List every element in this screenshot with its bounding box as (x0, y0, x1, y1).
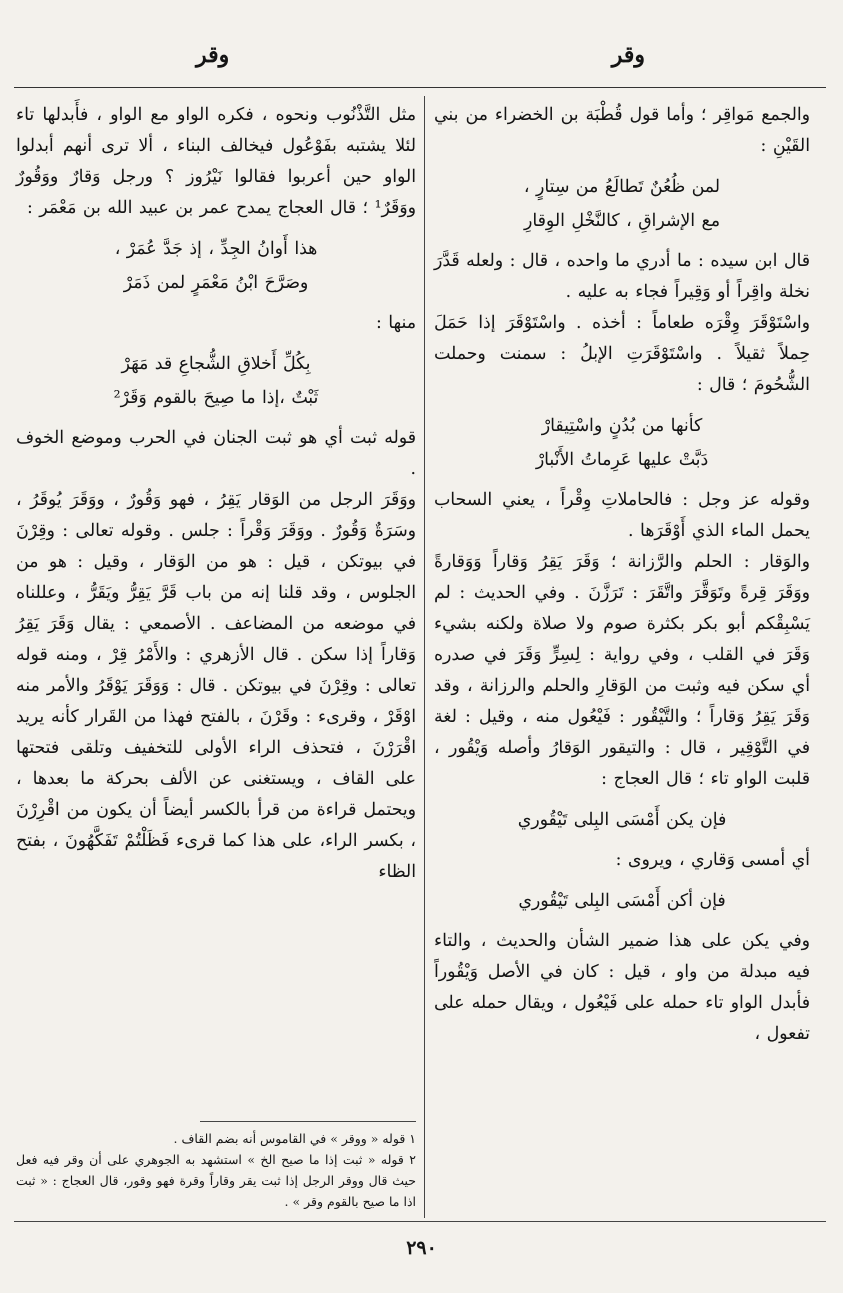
verse-line: دَبَّتْ عليها عَرِماتُ الأَنْبارْ (535, 450, 709, 470)
verse-line: مع الإشراقِ ، كالنَّخْلِ الوِقارِ (524, 211, 720, 231)
verse (434, 170, 810, 238)
verse-line: هذا أَوانُ الجِدِّ ، إذ جَدَّ عُمَرْ ، (114, 239, 318, 259)
paragraph: قوله ثبت أي هو ثبت الجنان في الحرب وموضع الخوف . (16, 428, 416, 479)
paragraph: ووَقَرَ الرجل من الوَقار يَقِرُ ، فهو وَقُورٌ ، ووَقَرَ يُوقَرُ ، وسَرَةٌ وَقُورٌ . ووَقَرَ وَقْراً : جلس . وقوله تعالى : وقِرْنَ في بيوتكن ، قيل : هو من الوَقار ، وقيل : هو من الجلوس ، وقد قلنا إنه من باب قَرَّ يَقِرُّ ويَقَرُّ ، وعللناه في موضعه من المضاعف . الأصمعي : يقال وَقَرَ يَقِرُ وَقاراً إذا سكن . قال الأزهري : والأَمْرُ قِرْ ، ومنه قوله تعالى : وقِرْنَ في بيوتكن . قال : وَوَقَرَ يَوْقَرُ والأمر منه اوْقَرْ ، وقرىء : وقَرْنَ ، بالفتح فهذا من القَرار كأنه يريد اقْرَرْنَ ، فتحذف الراء الأولى للتخفيف وتلقى فتحتها على القاف ، ويستغنى عن الألف بحركة ما بعدها ، ويحتمل قراءة من قرأ بالكسر أيضاً أن يكون من اقْرِرْنَ ، بكسر الراء، على هذا كما قرىء فَظَلْتُمْ تَفَكَّهُونَ ، بفتح الظاء (16, 490, 416, 882)
footnotes (16, 1128, 416, 1212)
verse (434, 409, 810, 477)
verse (16, 347, 416, 415)
running-head-right: وقر (611, 42, 645, 68)
verse (434, 803, 810, 837)
paragraph: والجمع مَواقِر ؛ وأما قول قُطْبَة بن الخضراء من بني القَيْنِ : (434, 105, 810, 156)
verse-line: بِكُلِّ أَخلاقِ الشُّجاعِ قد مَهَرْ (121, 354, 311, 374)
paragraph: مثل التَّذْنُوب ونحوه ، فكره الواو مع الواو ، فأَبدلها تاء لئلا يشتبه بفَوْعُول فيخالف البناء ، ألا ترى أنهم أبدلوا الواو حين أعربوا فقالوا نَيْرُوز ؟ ورجل وَقارٌ ووَقُورٌ ووَقَرٌ¹ ؛ قال العجاج يمدح عمر بن عبيد الله بن مَعْمَر : (16, 105, 416, 218)
column-divider (424, 96, 425, 1218)
footnote: ١ قوله « ووقر » في القاموس أنه بضم القاف . (173, 1131, 416, 1146)
paragraph: منها : (375, 313, 416, 333)
footer-rule (14, 1221, 826, 1222)
footnote: ٢ قوله « ثبت إذا ما صيح الخ » استشهد به الجوهري على أن وقر فيه فعل حيث قال ووقر الرجل إذا ثبت يقر وقاراً وقرة فهو وقور، قال العجاج : « ثبت اذا ما صيح بالقوم وقر » . (16, 1152, 416, 1209)
page-number: ٢٩٠ (406, 1237, 437, 1259)
left-column (16, 100, 416, 888)
header-rule (14, 87, 826, 88)
verse-line: لمن ظُعُنٌ تَطالَعُ من سِتارٍ ، (523, 177, 721, 197)
verse-line: فإن يكن أَمْسَى البِلى تَيْقُوري (517, 810, 727, 830)
verse-line: وصَرَّحَ ابْنُ مَعْمَرٍ لمن ذَمَرْ (123, 273, 309, 293)
paragraph: والوَقار : الحلم والرَّزانة ؛ وَقَرَ يَقِرُ وَقاراً وَوَقارةً ووَقَرَ قِرةً وتَوَقَّرَ واتَّقَرَ : تَرَزَّنَ . وفي الحديث : لم يَسْبِقْكم أبو بكر بكثرة صوم ولا صلاة ولكنه بشيء وَقَرَ في القلب ، وفي رواية : لِسِرٍّ وَقَرَ في صدره أي سكن فيه وثبت من الوَقارِ والحلم والرزانة ، وقد وَقَرَ يَقِرُ وَقاراً ؛ والتَّيْقُور : فَيْعُول منه ، وقيل : لغة في التَّوْقِير ، قال : والتيقور الوَقارُ وأصله وَيْقُور ، قلبت الواو تاء ؛ قال العجاج : (434, 552, 810, 789)
running-head-left: وقر (196, 42, 230, 68)
verse-line: ثَبْتٌ ،إذا ما صِيحَ بالقوم وَقَرْ² (113, 388, 319, 408)
paragraph: قال ابن سيده : ما أدري ما واحده ، قال : ولعله قَدَّرَ نخلة واقِراً أو وَقِيراً فجاء به عليه . (434, 251, 810, 302)
paragraph: أي أمسى وَقاري ، ويروى : (615, 850, 810, 870)
verse-line: كأنها من بُدُنٍ واسْتِيقارْ (541, 416, 703, 436)
paragraph: واسْتَوْقَرَ وِقْرَه طعاماً : أخذه . واسْتَوْقَرَ إذا حَمَلَ حِملاً ثقيلاً . واسْتَوْقَرَتِ الإبلُ : سمنت وحملت الشُّحُومَ ؛ قال : (434, 313, 810, 395)
verse-line: فإن أكن أَمْسَى البِلى تَيْقُوري (518, 891, 726, 911)
paragraph: وقوله عز وجل : فالحاملاتِ وِقْراً ، يعني السحاب يحمل الماء الذي أَوْقَرَها . (434, 490, 810, 541)
paragraph: وفي يكن على هذا ضمير الشأن والحديث ، والتاء فيه مبدلة من واو ، قيل : كان في الأصل وَيْقُوراً فأبدل الواو تاء حمله على فَيْعُول ، ويقال حمله على تفعول ، (434, 931, 810, 1044)
right-column (434, 100, 810, 1050)
verse (16, 232, 416, 300)
verse (434, 884, 810, 918)
footnote-rule (200, 1121, 416, 1122)
